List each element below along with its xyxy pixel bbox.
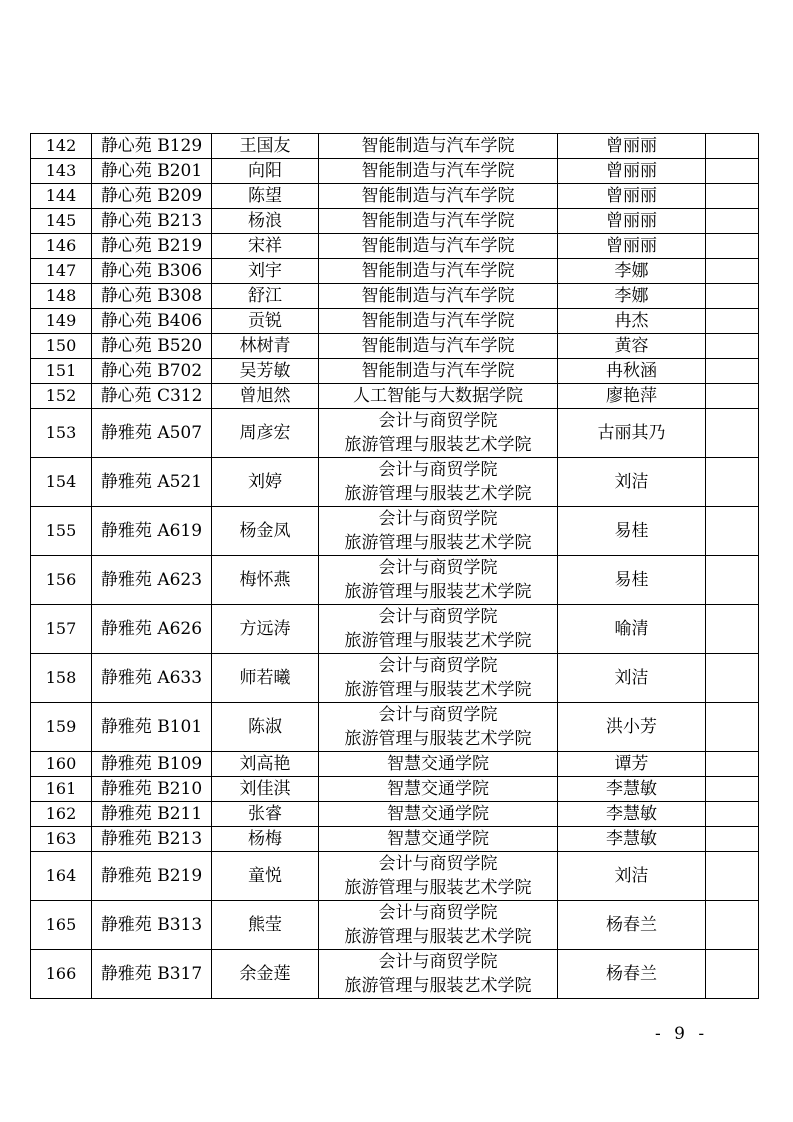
remark-cell	[706, 703, 759, 752]
college-line: 会计与商贸学院	[378, 411, 498, 431]
room-cell: 静心苑 B306	[92, 259, 212, 284]
room-cell: 静心苑 C312	[92, 384, 212, 409]
student-name-cell: 杨浪	[212, 209, 319, 234]
student-name-cell: 陈望	[212, 184, 319, 209]
teacher-cell: 易桂	[558, 556, 706, 605]
college-line: 会计与商贸学院	[378, 656, 498, 676]
college-line: 旅游管理与服装艺术学院	[344, 927, 532, 947]
college-cell	[319, 605, 558, 654]
teacher-cell: 曾丽丽	[558, 134, 706, 159]
table-row	[31, 159, 759, 184]
college-line: 旅游管理与服装艺术学院	[344, 878, 532, 898]
row-number-cell: 155	[31, 507, 92, 556]
row-number-cell: 151	[31, 359, 92, 384]
college-cell	[319, 827, 558, 852]
remark-cell	[706, 752, 759, 777]
student-name-cell: 张睿	[212, 802, 319, 827]
student-name-cell: 余金莲	[212, 950, 319, 999]
college-cell	[319, 556, 558, 605]
teacher-cell: 杨春兰	[558, 950, 706, 999]
college-line: 旅游管理与服装艺术学院	[344, 680, 532, 700]
remark-cell	[706, 159, 759, 184]
room-cell: 静雅苑 A619	[92, 507, 212, 556]
student-name-cell: 向阳	[212, 159, 319, 184]
college-cell	[319, 507, 558, 556]
remark-cell	[706, 309, 759, 334]
teacher-cell: 李慧敏	[558, 802, 706, 827]
remark-cell	[706, 507, 759, 556]
teacher-cell: 刘洁	[558, 458, 706, 507]
room-cell: 静心苑 B213	[92, 209, 212, 234]
college-cell	[319, 852, 558, 901]
college-cell	[319, 950, 558, 999]
room-cell: 静心苑 B219	[92, 234, 212, 259]
remark-cell	[706, 359, 759, 384]
table-row	[31, 184, 759, 209]
row-number-cell: 144	[31, 184, 92, 209]
remark-cell	[706, 134, 759, 159]
table-row	[31, 134, 759, 159]
teacher-cell: 曾丽丽	[558, 159, 706, 184]
remark-cell	[706, 458, 759, 507]
row-number-cell: 166	[31, 950, 92, 999]
student-name-cell: 童悦	[212, 852, 319, 901]
college-cell	[319, 654, 558, 703]
row-number-cell: 157	[31, 605, 92, 654]
student-name-cell: 刘婷	[212, 458, 319, 507]
student-name-cell: 熊莹	[212, 901, 319, 950]
student-name-cell: 周彦宏	[212, 409, 319, 458]
page-number: - 9 -	[655, 1024, 709, 1044]
table-row	[31, 209, 759, 234]
teacher-cell: 李慧敏	[558, 827, 706, 852]
table-row	[31, 334, 759, 359]
college-cell	[319, 159, 558, 184]
remark-cell	[706, 654, 759, 703]
table-row	[31, 234, 759, 259]
college-line: 智慧交通学院	[387, 754, 489, 774]
room-cell: 静心苑 B209	[92, 184, 212, 209]
table-row	[31, 259, 759, 284]
room-cell: 静雅苑 B211	[92, 802, 212, 827]
row-number-cell: 145	[31, 209, 92, 234]
college-line: 智慧交通学院	[387, 829, 489, 849]
teacher-cell: 易桂	[558, 507, 706, 556]
college-line: 旅游管理与服装艺术学院	[344, 582, 532, 602]
room-cell: 静心苑 B702	[92, 359, 212, 384]
college-cell	[319, 703, 558, 752]
student-name-cell: 宋祥	[212, 234, 319, 259]
teacher-cell: 廖艳萍	[558, 384, 706, 409]
table-row	[31, 605, 759, 654]
college-line: 智能制造与汽车学院	[361, 161, 515, 181]
college-cell	[319, 134, 558, 159]
college-cell	[319, 209, 558, 234]
teacher-cell: 冉秋涵	[558, 359, 706, 384]
college-cell	[319, 234, 558, 259]
college-line: 旅游管理与服装艺术学院	[344, 435, 532, 455]
college-line: 智能制造与汽车学院	[361, 236, 515, 256]
college-line: 人工智能与大数据学院	[353, 386, 523, 406]
row-number-cell: 154	[31, 458, 92, 507]
college-cell	[319, 752, 558, 777]
room-cell: 静心苑 B520	[92, 334, 212, 359]
college-line: 会计与商贸学院	[378, 854, 498, 874]
room-cell: 静雅苑 B210	[92, 777, 212, 802]
room-cell: 静雅苑 B219	[92, 852, 212, 901]
student-name-cell: 王国友	[212, 134, 319, 159]
table-row	[31, 802, 759, 827]
table-row	[31, 901, 759, 950]
college-line: 会计与商贸学院	[378, 607, 498, 627]
remark-cell	[706, 384, 759, 409]
teacher-cell: 喻清	[558, 605, 706, 654]
row-number-cell: 148	[31, 284, 92, 309]
room-cell: 静心苑 B406	[92, 309, 212, 334]
teacher-cell: 杨春兰	[558, 901, 706, 950]
college-line: 智能制造与汽车学院	[361, 311, 515, 331]
college-line: 智能制造与汽车学院	[361, 186, 515, 206]
teacher-cell: 刘洁	[558, 654, 706, 703]
college-cell	[319, 409, 558, 458]
room-cell: 静心苑 B129	[92, 134, 212, 159]
college-line: 旅游管理与服装艺术学院	[344, 631, 532, 651]
table-row	[31, 752, 759, 777]
table-row	[31, 507, 759, 556]
room-cell: 静雅苑 B109	[92, 752, 212, 777]
remark-cell	[706, 556, 759, 605]
table-body	[31, 134, 759, 999]
remark-cell	[706, 802, 759, 827]
college-cell	[319, 802, 558, 827]
student-name-cell: 刘高艳	[212, 752, 319, 777]
college-line: 智能制造与汽车学院	[361, 336, 515, 356]
student-name-cell: 吴芳敏	[212, 359, 319, 384]
college-line: 智慧交通学院	[387, 804, 489, 824]
row-number-cell: 156	[31, 556, 92, 605]
table-row	[31, 827, 759, 852]
table-row	[31, 384, 759, 409]
room-cell: 静雅苑 B317	[92, 950, 212, 999]
college-line: 旅游管理与服装艺术学院	[344, 976, 532, 996]
room-cell: 静雅苑 A507	[92, 409, 212, 458]
teacher-cell: 古丽其乃	[558, 409, 706, 458]
table-row	[31, 852, 759, 901]
college-cell	[319, 284, 558, 309]
remark-cell	[706, 827, 759, 852]
row-number-cell: 158	[31, 654, 92, 703]
room-cell: 静雅苑 A626	[92, 605, 212, 654]
student-name-cell: 贡锐	[212, 309, 319, 334]
room-cell: 静心苑 B308	[92, 284, 212, 309]
college-line: 旅游管理与服装艺术学院	[344, 484, 532, 504]
remark-cell	[706, 777, 759, 802]
college-line: 会计与商贸学院	[378, 952, 498, 972]
teacher-cell: 曾丽丽	[558, 234, 706, 259]
college-cell	[319, 259, 558, 284]
room-cell: 静雅苑 B313	[92, 901, 212, 950]
student-name-cell: 舒江	[212, 284, 319, 309]
row-number-cell: 150	[31, 334, 92, 359]
table-row	[31, 284, 759, 309]
student-name-cell: 刘佳淇	[212, 777, 319, 802]
table-row	[31, 309, 759, 334]
table-row	[31, 458, 759, 507]
teacher-cell: 曾丽丽	[558, 184, 706, 209]
room-cell: 静雅苑 A521	[92, 458, 212, 507]
college-line: 智能制造与汽车学院	[361, 136, 515, 156]
row-number-cell: 165	[31, 901, 92, 950]
row-number-cell: 162	[31, 802, 92, 827]
remark-cell	[706, 209, 759, 234]
remark-cell	[706, 605, 759, 654]
room-cell: 静雅苑 B213	[92, 827, 212, 852]
college-line: 智能制造与汽车学院	[361, 211, 515, 231]
teacher-cell: 谭芳	[558, 752, 706, 777]
student-name-cell: 方远涛	[212, 605, 319, 654]
remark-cell	[706, 184, 759, 209]
college-cell	[319, 359, 558, 384]
remark-cell	[706, 284, 759, 309]
college-line: 智能制造与汽车学院	[361, 261, 515, 281]
remark-cell	[706, 234, 759, 259]
row-number-cell: 152	[31, 384, 92, 409]
student-name-cell: 刘宇	[212, 259, 319, 284]
row-number-cell: 160	[31, 752, 92, 777]
table-row	[31, 556, 759, 605]
row-number-cell: 143	[31, 159, 92, 184]
student-name-cell: 杨梅	[212, 827, 319, 852]
teacher-cell: 曾丽丽	[558, 209, 706, 234]
college-cell	[319, 777, 558, 802]
remark-cell	[706, 334, 759, 359]
college-cell	[319, 309, 558, 334]
college-line: 旅游管理与服装艺术学院	[344, 729, 532, 749]
table-row	[31, 359, 759, 384]
college-cell	[319, 384, 558, 409]
college-line: 智能制造与汽车学院	[361, 361, 515, 381]
room-cell: 静心苑 B201	[92, 159, 212, 184]
student-name-cell: 林树青	[212, 334, 319, 359]
row-number-cell: 161	[31, 777, 92, 802]
student-name-cell: 曾旭然	[212, 384, 319, 409]
table-row	[31, 654, 759, 703]
dormitory-table	[30, 133, 759, 999]
teacher-cell: 洪小芳	[558, 703, 706, 752]
student-name-cell: 梅怀燕	[212, 556, 319, 605]
room-cell: 静雅苑 B101	[92, 703, 212, 752]
student-name-cell: 师若曦	[212, 654, 319, 703]
college-line: 会计与商贸学院	[378, 903, 498, 923]
row-number-cell: 142	[31, 134, 92, 159]
college-cell	[319, 184, 558, 209]
row-number-cell: 163	[31, 827, 92, 852]
remark-cell	[706, 950, 759, 999]
room-cell: 静雅苑 A623	[92, 556, 212, 605]
college-line: 智慧交通学院	[387, 779, 489, 799]
remark-cell	[706, 852, 759, 901]
teacher-cell: 黄容	[558, 334, 706, 359]
row-number-cell: 153	[31, 409, 92, 458]
college-cell	[319, 334, 558, 359]
college-line: 旅游管理与服装艺术学院	[344, 533, 532, 553]
room-cell: 静雅苑 A633	[92, 654, 212, 703]
table-row	[31, 777, 759, 802]
student-name-cell: 陈淑	[212, 703, 319, 752]
student-name-cell: 杨金凤	[212, 507, 319, 556]
college-line: 会计与商贸学院	[378, 509, 498, 529]
college-cell	[319, 458, 558, 507]
teacher-cell: 李娜	[558, 259, 706, 284]
row-number-cell: 149	[31, 309, 92, 334]
table-row	[31, 703, 759, 752]
remark-cell	[706, 409, 759, 458]
college-line: 智能制造与汽车学院	[361, 286, 515, 306]
row-number-cell: 159	[31, 703, 92, 752]
row-number-cell: 147	[31, 259, 92, 284]
college-cell	[319, 901, 558, 950]
table-row	[31, 950, 759, 999]
college-line: 会计与商贸学院	[378, 460, 498, 480]
teacher-cell: 冉杰	[558, 309, 706, 334]
college-line: 会计与商贸学院	[378, 558, 498, 578]
remark-cell	[706, 259, 759, 284]
row-number-cell: 164	[31, 852, 92, 901]
teacher-cell: 李娜	[558, 284, 706, 309]
college-line: 会计与商贸学院	[378, 705, 498, 725]
teacher-cell: 刘洁	[558, 852, 706, 901]
remark-cell	[706, 901, 759, 950]
teacher-cell: 李慧敏	[558, 777, 706, 802]
table-row	[31, 409, 759, 458]
row-number-cell: 146	[31, 234, 92, 259]
